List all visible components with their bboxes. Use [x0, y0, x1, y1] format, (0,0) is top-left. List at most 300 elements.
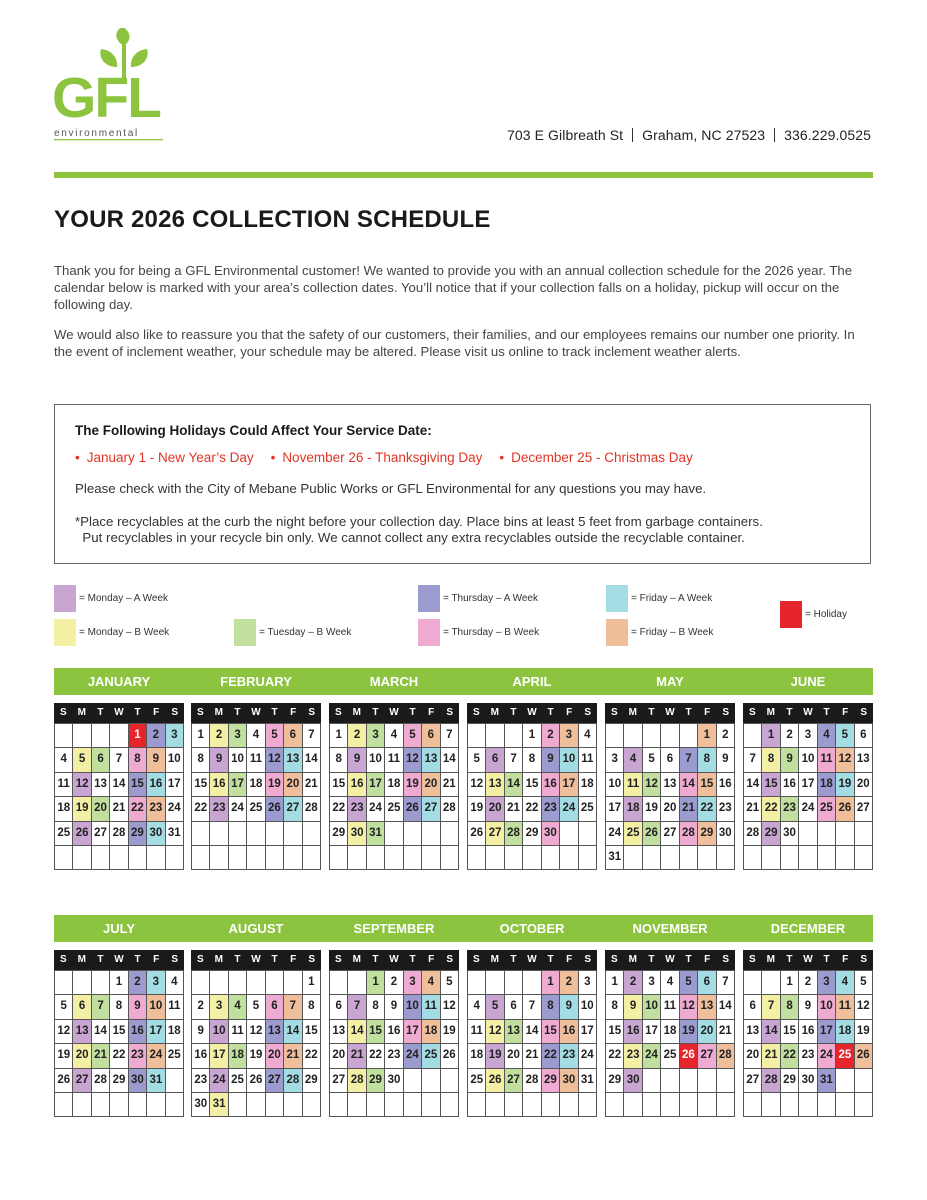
weekday-label: F — [842, 954, 849, 965]
day-cell: 16 — [781, 773, 799, 797]
day-cell: 17 — [404, 1020, 422, 1044]
empty-cell — [110, 724, 128, 748]
day-cell: 5 — [836, 724, 854, 748]
empty-cell — [385, 846, 403, 870]
weekday-label: W — [389, 707, 399, 718]
weekday-label: S — [196, 707, 204, 718]
empty-cell — [422, 1093, 440, 1117]
day-cell: 9 — [799, 995, 817, 1019]
day-cell: 15 — [781, 1020, 799, 1044]
empty-cell — [818, 1093, 836, 1117]
empty-cell — [55, 846, 73, 870]
weekday-label: S — [446, 954, 454, 965]
day-cell: 13 — [698, 995, 716, 1019]
empty-cell — [717, 1093, 735, 1117]
day-cell: 11 — [422, 995, 440, 1019]
empty-cell — [404, 822, 422, 846]
day-cell: 11 — [166, 995, 184, 1019]
day-cell: 26 — [643, 822, 661, 846]
day-cell: 5 — [441, 971, 459, 995]
month-name: SEPTEMBER — [353, 921, 435, 936]
legend-monday-b — [54, 619, 169, 646]
empty-cell — [330, 971, 348, 995]
day-cell: 15 — [129, 773, 147, 797]
day-cell: 8 — [303, 995, 321, 1019]
day-cell: 7 — [441, 724, 459, 748]
weekday-label: S — [59, 954, 67, 965]
weekday-label: F — [153, 954, 160, 965]
empty-cell — [55, 971, 73, 995]
day-cell: 27 — [266, 1069, 284, 1093]
weekday-label: F — [428, 707, 435, 718]
day-cell: 29 — [523, 822, 541, 846]
calendar-december — [743, 915, 873, 1117]
day-cell: 23 — [624, 1044, 642, 1068]
empty-cell — [486, 971, 504, 995]
day-cell: 29 — [762, 822, 780, 846]
day-cell: 9 — [129, 995, 147, 1019]
day-cell: 12 — [55, 1020, 73, 1044]
day-cell: 21 — [744, 797, 762, 821]
legend-swatch — [606, 585, 628, 612]
day-cell: 16 — [542, 773, 560, 797]
empty-cell — [542, 846, 560, 870]
empty-cell — [284, 971, 302, 995]
day-cell: 22 — [192, 797, 210, 821]
empty-cell — [422, 1069, 440, 1093]
day-cell: 15 — [367, 1020, 385, 1044]
day-cell: 8 — [192, 748, 210, 772]
empty-cell — [624, 1093, 642, 1117]
legend-monday-a — [54, 585, 168, 612]
empty-cell — [717, 846, 735, 870]
month-name: AUGUST — [228, 921, 284, 936]
empty-cell — [229, 971, 247, 995]
day-cell: 25 — [55, 822, 73, 846]
calendar-may — [605, 668, 735, 870]
day-cell: 10 — [404, 995, 422, 1019]
day-cell: 28 — [110, 822, 128, 846]
day-cell: 29 — [698, 822, 716, 846]
day-cell: 9 — [147, 748, 165, 772]
day-cell: 25 — [422, 1044, 440, 1068]
day-cell: 15 — [762, 773, 780, 797]
empty-cell — [579, 846, 597, 870]
day-cell: 12 — [441, 995, 459, 1019]
empty-cell — [560, 846, 578, 870]
weekday-label: T — [547, 954, 554, 965]
day-cell: 14 — [441, 748, 459, 772]
day-cell: 20 — [266, 1044, 284, 1068]
weekday-label: F — [842, 707, 849, 718]
empty-cell — [385, 1093, 403, 1117]
holiday-item: • November 26 - Thanksgiving Day — [271, 450, 483, 465]
day-cell: 23 — [385, 1044, 403, 1068]
day-cell: 22 — [523, 797, 541, 821]
empty-cell — [855, 846, 873, 870]
day-cell: 24 — [799, 797, 817, 821]
day-cell: 11 — [818, 748, 836, 772]
day-cell: 29 — [367, 1069, 385, 1093]
day-grid — [191, 970, 321, 1117]
day-cell: 30 — [147, 822, 165, 846]
weekday-label: M — [77, 954, 87, 965]
day-grid — [467, 970, 597, 1117]
day-cell: 21 — [680, 797, 698, 821]
weekday-label: T — [234, 954, 241, 965]
weekday-label: T — [510, 707, 517, 718]
day-cell: 23 — [542, 797, 560, 821]
legend-thursday-b — [418, 619, 539, 646]
empty-cell — [303, 1093, 321, 1117]
empty-cell — [166, 846, 184, 870]
day-cell: 3 — [799, 724, 817, 748]
day-cell: 14 — [717, 995, 735, 1019]
day-cell: 25 — [166, 1044, 184, 1068]
day-cell: 6 — [698, 971, 716, 995]
empty-cell — [385, 822, 403, 846]
weekday-header — [467, 950, 597, 970]
weekday-header — [54, 703, 184, 723]
day-cell: 10 — [560, 748, 578, 772]
empty-cell — [855, 1069, 873, 1093]
day-cell: 15 — [523, 773, 541, 797]
empty-cell — [468, 724, 486, 748]
day-cell: 30 — [560, 1069, 578, 1093]
day-cell: 22 — [367, 1044, 385, 1068]
empty-cell — [404, 1093, 422, 1117]
day-cell: 27 — [698, 1044, 716, 1068]
day-cell: 3 — [367, 724, 385, 748]
day-cell: 24 — [229, 797, 247, 821]
day-cell: 28 — [523, 1069, 541, 1093]
logo-text: GFL — [52, 66, 160, 130]
day-cell: 28 — [92, 1069, 110, 1093]
legend-holiday — [780, 601, 847, 628]
day-cell: 26 — [73, 822, 91, 846]
empty-cell — [680, 1093, 698, 1117]
empty-cell — [818, 822, 836, 846]
day-cell: 1 — [110, 971, 128, 995]
day-cell: 30 — [799, 1069, 817, 1093]
legend-label: = Tuesday – B Week — [259, 627, 352, 638]
day-cell: 6 — [284, 724, 302, 748]
weekday-label: T — [648, 954, 655, 965]
day-cell: 13 — [505, 1020, 523, 1044]
empty-cell — [55, 724, 73, 748]
empty-cell — [855, 822, 873, 846]
day-cell: 8 — [523, 748, 541, 772]
weekday-label: S — [472, 707, 480, 718]
empty-cell — [166, 1069, 184, 1093]
day-cell: 14 — [284, 1020, 302, 1044]
empty-cell — [73, 724, 91, 748]
day-cell: 30 — [542, 822, 560, 846]
weekday-label: S — [472, 954, 480, 965]
day-cell: 4 — [836, 971, 854, 995]
day-cell: 21 — [303, 773, 321, 797]
empty-cell — [229, 846, 247, 870]
weekday-label: S — [334, 954, 342, 965]
day-cell: 28 — [505, 822, 523, 846]
empty-cell — [523, 971, 541, 995]
empty-cell — [284, 846, 302, 870]
day-cell: 17 — [643, 1020, 661, 1044]
day-cell: 16 — [192, 1044, 210, 1068]
holiday-list — [75, 450, 710, 465]
day-cell: 19 — [55, 1044, 73, 1068]
day-cell: 10 — [606, 773, 624, 797]
day-cell: 6 — [661, 748, 679, 772]
day-cell: 18 — [661, 1020, 679, 1044]
weekday-label: T — [134, 707, 141, 718]
calendar-july — [54, 915, 184, 1117]
day-cell: 2 — [624, 971, 642, 995]
day-cell: 30 — [385, 1069, 403, 1093]
address-street: 703 E Gilbreath St — [506, 127, 624, 143]
day-cell: 29 — [110, 1069, 128, 1093]
day-cell: 6 — [73, 995, 91, 1019]
empty-cell — [266, 971, 284, 995]
day-cell: 26 — [468, 822, 486, 846]
gfl-logo — [52, 28, 167, 144]
legend-swatch — [606, 619, 628, 646]
day-cell: 26 — [486, 1069, 504, 1093]
empty-cell — [486, 846, 504, 870]
empty-cell — [698, 1093, 716, 1117]
legend-swatch — [780, 601, 802, 628]
empty-cell — [579, 822, 597, 846]
empty-cell — [523, 1093, 541, 1117]
empty-cell — [661, 1093, 679, 1117]
weekday-label: T — [409, 954, 416, 965]
day-cell: 20 — [73, 1044, 91, 1068]
empty-cell — [247, 971, 265, 995]
weekday-label: T — [271, 707, 278, 718]
day-cell: 27 — [330, 1069, 348, 1093]
empty-cell — [624, 846, 642, 870]
day-cell: 6 — [92, 748, 110, 772]
day-cell: 21 — [505, 797, 523, 821]
day-cell: 11 — [468, 1020, 486, 1044]
empty-cell — [166, 1093, 184, 1117]
empty-cell — [266, 1093, 284, 1117]
day-cell: 26 — [836, 797, 854, 821]
empty-cell — [781, 846, 799, 870]
empty-cell — [744, 724, 762, 748]
day-cell: 11 — [624, 773, 642, 797]
day-cell: 7 — [744, 748, 762, 772]
day-cell: 22 — [606, 1044, 624, 1068]
day-cell: 11 — [661, 995, 679, 1019]
empty-cell — [422, 846, 440, 870]
day-cell: 30 — [717, 822, 735, 846]
weekday-label: T — [823, 954, 830, 965]
day-cell: 3 — [166, 724, 184, 748]
weekday-header — [329, 703, 459, 723]
weekday-label: W — [251, 954, 261, 965]
legend-friday-a — [606, 585, 712, 612]
day-cell: 28 — [441, 797, 459, 821]
empty-cell — [229, 822, 247, 846]
day-cell: 8 — [781, 995, 799, 1019]
empty-cell — [680, 724, 698, 748]
weekday-label: S — [196, 954, 204, 965]
weekday-label: T — [97, 954, 104, 965]
empty-cell — [229, 1093, 247, 1117]
day-cell: 20 — [330, 1044, 348, 1068]
day-cell: 1 — [781, 971, 799, 995]
empty-cell — [505, 724, 523, 748]
calendar-october — [467, 915, 597, 1117]
empty-cell — [643, 1069, 661, 1093]
empty-cell — [468, 846, 486, 870]
day-cell: 8 — [606, 995, 624, 1019]
day-cell: 20 — [422, 773, 440, 797]
weekday-label: S — [308, 707, 316, 718]
day-cell: 20 — [855, 773, 873, 797]
legend-label: = Friday – B Week — [631, 627, 714, 638]
empty-cell — [523, 846, 541, 870]
empty-cell — [147, 1093, 165, 1117]
weekday-label: M — [766, 707, 776, 718]
day-cell: 4 — [624, 748, 642, 772]
day-cell: 25 — [661, 1044, 679, 1068]
legend-label: = Friday – A Week — [631, 593, 713, 604]
day-cell: 23 — [210, 797, 228, 821]
day-cell: 3 — [643, 971, 661, 995]
calendar-june — [743, 668, 873, 870]
weekday-label: T — [547, 707, 554, 718]
day-grid — [467, 723, 597, 870]
empty-cell — [110, 1093, 128, 1117]
day-cell: 17 — [560, 773, 578, 797]
day-cell: 10 — [229, 748, 247, 772]
day-cell: 3 — [229, 724, 247, 748]
day-cell: 11 — [247, 748, 265, 772]
weekday-label: W — [665, 954, 675, 965]
intro-paragraph-2: We would also like to reassure you that the safety of our customers, their families, and our employees remains our number one priority. In the event of inclement weather, your schedule may be altered. Please visit us online to track inclement weather alerts. — [54, 327, 855, 359]
day-cell: 7 — [348, 995, 366, 1019]
weekday-label: F — [153, 707, 160, 718]
empty-cell — [855, 1093, 873, 1117]
weekday-label: S — [860, 954, 868, 965]
empty-cell — [404, 846, 422, 870]
day-cell: 7 — [505, 748, 523, 772]
day-cell: 13 — [330, 1020, 348, 1044]
logo-subtext: environmental — [54, 128, 139, 139]
month-name: FEBRUARY — [220, 674, 292, 689]
weekday-header — [191, 950, 321, 970]
day-cell: 27 — [661, 822, 679, 846]
empty-cell — [441, 1093, 459, 1117]
day-cell: 27 — [486, 822, 504, 846]
day-cell: 1 — [762, 724, 780, 748]
day-cell: 4 — [468, 995, 486, 1019]
day-grid — [54, 970, 184, 1117]
day-cell: 21 — [92, 1044, 110, 1068]
day-cell: 25 — [624, 822, 642, 846]
weekday-label: M — [628, 707, 638, 718]
day-cell: 6 — [744, 995, 762, 1019]
empty-cell — [680, 846, 698, 870]
empty-cell — [92, 971, 110, 995]
weekday-header — [191, 703, 321, 723]
day-cell: 18 — [229, 1044, 247, 1068]
day-cell: 31 — [606, 846, 624, 870]
empty-cell — [210, 971, 228, 995]
weekday-label: W — [527, 954, 537, 965]
empty-cell — [505, 1093, 523, 1117]
day-cell: 11 — [55, 773, 73, 797]
day-cell: 18 — [247, 773, 265, 797]
day-grid — [605, 723, 735, 870]
empty-cell — [92, 724, 110, 748]
day-cell: 9 — [192, 1020, 210, 1044]
day-cell: 5 — [855, 971, 873, 995]
day-cell: 15 — [542, 1020, 560, 1044]
day-cell: 5 — [680, 971, 698, 995]
day-cell: 28 — [744, 822, 762, 846]
day-cell: 23 — [799, 1044, 817, 1068]
weekday-label: T — [134, 954, 141, 965]
day-cell: 29 — [781, 1069, 799, 1093]
day-cell: 15 — [192, 773, 210, 797]
day-cell: 1 — [129, 724, 147, 748]
day-cell: 16 — [210, 773, 228, 797]
day-cell: 1 — [303, 971, 321, 995]
empty-cell — [73, 846, 91, 870]
recycling-note-line-2: Put recyclables in your recycle bin only. We cannot collect any extra recyclables outside the recyclable container. — [82, 530, 745, 545]
legend-thursday-a — [418, 585, 538, 612]
legend-label: = Monday – B Week — [79, 627, 170, 638]
day-cell: 17 — [606, 797, 624, 821]
address-phone: 336.229.0525 — [784, 127, 871, 143]
day-cell: 10 — [799, 748, 817, 772]
day-cell: 4 — [385, 724, 403, 748]
day-cell: 22 — [129, 797, 147, 821]
day-cell: 8 — [129, 748, 147, 772]
empty-cell — [579, 1093, 597, 1117]
address-city: Graham, NC 27523 — [642, 127, 766, 143]
empty-cell — [818, 846, 836, 870]
day-cell: 2 — [192, 995, 210, 1019]
weekday-label: M — [490, 707, 500, 718]
empty-cell — [698, 1069, 716, 1093]
weekday-label: W — [389, 954, 399, 965]
weekday-label: S — [584, 707, 592, 718]
day-cell: 1 — [606, 971, 624, 995]
day-cell: 19 — [643, 797, 661, 821]
month-name: MAY — [656, 674, 684, 689]
legend-swatch — [234, 619, 256, 646]
day-cell: 5 — [266, 724, 284, 748]
day-cell: 19 — [486, 1044, 504, 1068]
month-name: JUNE — [790, 674, 826, 689]
day-cell: 11 — [385, 748, 403, 772]
empty-cell — [606, 1093, 624, 1117]
day-cell: 22 — [110, 1044, 128, 1068]
weekday-label: F — [290, 707, 297, 718]
day-cell: 2 — [560, 971, 578, 995]
day-cell: 20 — [486, 797, 504, 821]
weekday-label: W — [803, 954, 813, 965]
day-cell: 21 — [441, 773, 459, 797]
empty-cell — [468, 1093, 486, 1117]
day-cell: 29 — [303, 1069, 321, 1093]
day-cell: 15 — [110, 1020, 128, 1044]
holiday-item: • December 25 - Christmas Day — [499, 450, 692, 465]
